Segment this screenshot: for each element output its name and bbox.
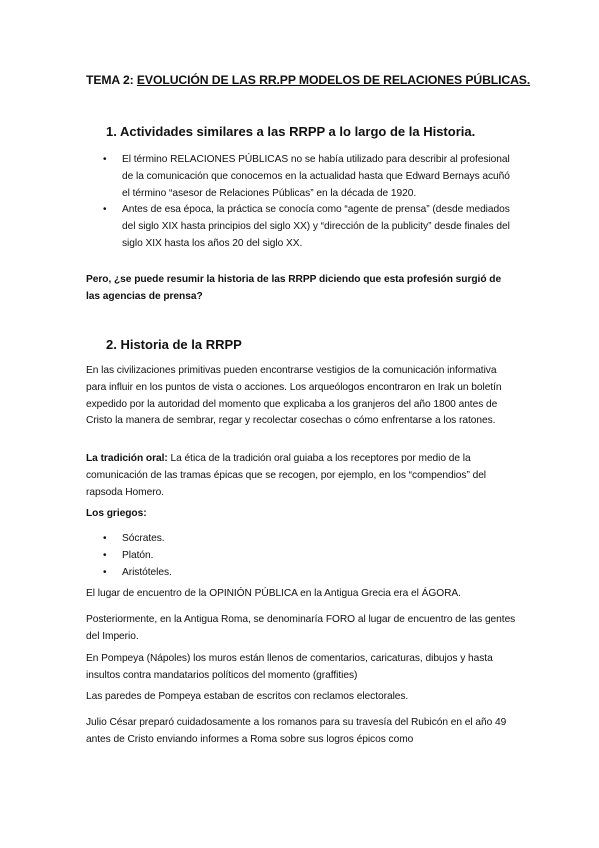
intro-paragraph: En las civilizaciones primitivas pueden encontrarse vestigios de la comunicación informativa para influir en los puntos de vista o acciones. Los arqueólogos encontraron en Irak un boletín expedido por la autoridad del momento que explicaba a los granjeros del año 1800 antes de Cristo la manera de sembrar, regar y recolectar cosechas o cómo enfrentarse a los ratones. <box>86 365 502 427</box>
paragraph-paredes-block <box>86 689 516 706</box>
greeks-label-block <box>86 506 516 523</box>
greek-item: • Platón. <box>86 548 516 565</box>
paragraph-agora-block <box>86 586 516 603</box>
paragraph: Las paredes de Pompeya estaban de escritos con reclamos electorales. <box>86 691 409 702</box>
greek-item: • Sócrates. <box>86 531 516 548</box>
paragraph-foro-block <box>86 612 516 646</box>
section-1-bullets <box>86 152 516 253</box>
paragraph: Julio César preparó cuidadosamente a los romanos para su travesía del Rubicón en el año 49 antes de Cristo enviando informes a Roma sobre sus logros épicos como <box>86 717 507 745</box>
section-2-heading: 2. Historia de la RRPP <box>106 337 242 352</box>
paragraph: En Pompeya (Nápoles) los muros están llenos de comentarios, caricaturas, dibujos y hasta insultos contra mandatarios políticos del momento (graffities) <box>86 653 493 681</box>
bullet-item: • Antes de esa época, la práctica se conocía como “agente de prensa” (desde mediados del siglo XIX hasta principios del siglo XX) y “dirección de la publicity” desde finales del siglo XIX hasta los años 20 del siglo XX. <box>86 202 516 252</box>
intro-block <box>86 363 516 430</box>
greeks-list-block <box>86 531 516 581</box>
oral-tradition-block <box>86 451 516 501</box>
paragraph: El lugar de encuentro de la OPINIÓN PÚBLICA en la Antigua Grecia era el ÁGORA. <box>86 588 461 599</box>
bullet-item: • El término RELACIONES PÚBLICAS no se había utilizado para describir al profesional de la comunicación que conocemos en la actualidad hasta que Edward Bernays acuñó el término “asesor de Relaciones Públicas” en la década de 1920. <box>86 152 516 202</box>
paragraph-julio-cesar-block <box>86 715 516 749</box>
oral-tradition-label: La tradición oral: <box>86 453 168 464</box>
oral-tradition-text: La ética de la tradición oral guiaba a los receptores por medio de la comunicación de las tramas épicas que se recogen, por ejemplo, en los “compendios” del rapsoda Homero. <box>86 453 487 498</box>
greek-item: • Aristóteles. <box>86 565 516 582</box>
section-1-heading: 1. Actividades similares a las RRPP a lo largo de la Historia. <box>106 124 476 139</box>
paragraph: Posteriormente, en la Antigua Roma, se denominaría FORO al lugar de encuentro de las gentes del Imperio. <box>86 614 516 642</box>
oral-tradition-paragraph <box>86 451 516 501</box>
question-paragraph: Pero, ¿se puede resumir la historia de las RRPP diciendo que esta profesión surgió de las agencias de prensa? <box>86 274 502 302</box>
title-main: EVOLUCIÓN DE LAS RR.PP MODELOS DE RELACIONES PÚBLICAS. <box>136 73 531 87</box>
document-title <box>86 73 531 87</box>
paragraph-pompeya-block <box>86 651 516 685</box>
title-prefix: TEMA 2: <box>86 73 134 87</box>
section-1-question <box>86 272 516 306</box>
greeks-label: Los griegos: <box>86 508 147 519</box>
